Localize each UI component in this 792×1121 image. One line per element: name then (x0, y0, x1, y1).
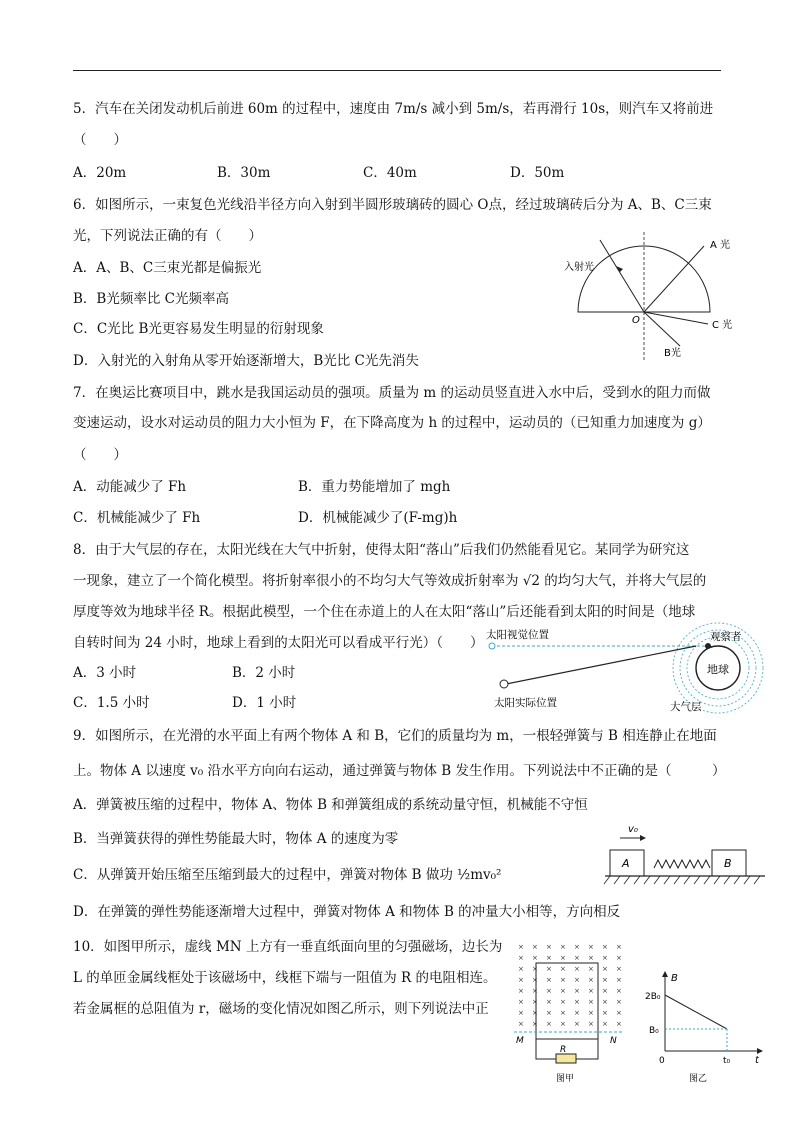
field-cross-mark: × (602, 943, 608, 951)
q10-figure-jia-caption: 图甲 (556, 1074, 575, 1084)
field-cross-mark: × (602, 954, 608, 962)
q9-block-a-label: A (622, 857, 630, 870)
field-cross-mark: × (532, 965, 538, 973)
q8-atmosphere-figure (478, 622, 778, 714)
q8-earth-label: 地球 (707, 663, 729, 676)
q7-blank: （ ） (73, 447, 127, 463)
field-cross-mark: × (546, 1020, 552, 1028)
q8-atmosphere-label: 大气层 (670, 701, 702, 713)
field-cross-mark: × (532, 976, 538, 984)
field-cross-mark: × (616, 987, 622, 995)
q5-option-b: B．30m (217, 165, 271, 181)
field-cross-mark: × (518, 1009, 524, 1017)
field-cross-mark: × (616, 943, 622, 951)
q10-b-axis-label: B (671, 973, 678, 984)
field-cross-mark: × (574, 1009, 580, 1017)
field-cross-mark: × (588, 954, 594, 962)
q6-a-light-label: A 光 (710, 240, 731, 251)
q6-option-c: C．C光比 B光更容易发生明显的衍射现象 (73, 321, 324, 337)
field-cross-mark: × (574, 965, 580, 973)
field-cross-mark: × (560, 1020, 566, 1028)
field-cross-mark: × (588, 965, 594, 973)
field-cross-mark: × (588, 976, 594, 984)
q8-option-b: B．2 小时 (232, 665, 296, 681)
q10-t-axis-label: t (755, 1055, 759, 1066)
q5-option-d: D．50m (510, 165, 565, 181)
q8-option-c: C．1.5 小时 (73, 695, 150, 711)
q10-stem-2: L 的单匝金属线框处于该磁场中，线框下端与一阻值为 R 的电阻相连。 (73, 970, 497, 986)
q6-glass-brick-figure (560, 228, 750, 363)
q9-option-a: A．弹簧被压缩的过程中，物体 A、物体 B 和弹簧组成的系统动量守恒，机械能不守恒 (73, 797, 588, 813)
q9-spring-figure (600, 820, 770, 890)
q10-origin-label: 0 (659, 1056, 665, 1066)
q8-stem-2: 一现象，建立了一个简化模型。将折射率很小的不均匀大气等效成折射率为 √2 的均匀大气，并将大气层的 (73, 573, 707, 589)
field-cross-mark: × (518, 965, 524, 973)
field-cross-mark: × (532, 1020, 538, 1028)
field-cross-mark: × (574, 987, 580, 995)
field-cross-mark: × (560, 1009, 566, 1017)
q6-stem-2: 光，下列说法正确的有（ ） (73, 228, 262, 244)
q6-option-a: A．A、B、C三束光都是偏振光 (73, 260, 262, 276)
field-cross-mark: × (574, 954, 580, 962)
field-cross-mark: × (518, 1020, 524, 1028)
q8-option-d: D．1 小时 (232, 695, 297, 711)
field-cross-mark: × (532, 998, 538, 1006)
field-cross-mark: × (588, 943, 594, 951)
field-cross-mark: × (574, 1020, 580, 1028)
q6-stem: 6．如图所示，一束复色光线沿半径方向入射到半圆形玻璃砖的圆心 O点，经过玻璃砖后分为 A、B、C三束 (73, 197, 712, 213)
q5-stem: 5．汽车在关闭发动机后前进 60m 的过程中，速度由 7m/s 减小到 5m/s，若再滑行 10s，则汽车又将前进 (73, 101, 714, 117)
field-cross-mark: × (560, 976, 566, 984)
q6-incident-label: 入射光 (564, 262, 594, 273)
field-cross-mark: × (532, 987, 538, 995)
q9-option-d: D．在弹簧的弹性势能逐渐增大过程中，弹簧对物体 A 和物体 B 的冲量大小相等，方向相反 (73, 904, 621, 920)
q7-option-c: C．机械能减少了 Fh (73, 510, 201, 526)
q6-o-label: O (632, 315, 640, 326)
q10-b0-label: B₀ (649, 1026, 659, 1036)
field-cross-mark: × (546, 998, 552, 1006)
field-cross-mark: × (616, 954, 622, 962)
field-cross-mark: × (616, 1020, 622, 1028)
q8-stem: 8．由于大气层的存在，太阳光线在大气中折射，使得太阳“落山”后我们仍然能看见它。某同学为研究这 (73, 542, 690, 558)
field-cross-mark: × (532, 1009, 538, 1017)
field-cross-mark: × (546, 1009, 552, 1017)
field-cross-mark: × (546, 965, 552, 973)
field-cross-mark: × (560, 965, 566, 973)
top-rule (73, 70, 721, 71)
field-cross-mark: × (588, 1020, 594, 1028)
field-cross-mark: × (602, 965, 608, 973)
field-cross-mark: × (602, 987, 608, 995)
field-cross-mark: × (616, 998, 622, 1006)
field-cross-mark: × (518, 998, 524, 1006)
q6-c-light-label: C 光 (712, 320, 733, 331)
q8-option-a: A．3 小时 (73, 665, 137, 681)
q7-option-b: B．重力势能增加了 mgh (298, 479, 451, 495)
q10-stem-3: 若金属框的总阻值为 r，磁场的变化情况如图乙所示，则下列说法中正 (73, 1001, 489, 1017)
q5-blank: （ ） (73, 132, 127, 148)
q8-stem-3: 厚度等效为地球半径 R。根据此模型，一个住在赤道上的人在太阳“落山”后还能看到太阳的时间是（地球 (73, 604, 696, 620)
field-cross-mark: × (616, 965, 622, 973)
q9-stem-2: 上。物体 A 以速度 v₀ 沿水平方向向右运动，通过弹簧与物体 B 发生作用。下列说法中不正确的是（ ） (73, 763, 726, 779)
field-cross-mark: × (588, 987, 594, 995)
q10-figure-jia (508, 935, 630, 1085)
q10-figure-yi-caption: 图乙 (689, 1074, 708, 1084)
field-cross-mark: × (574, 943, 580, 951)
field-cross-mark: × (560, 943, 566, 951)
q9-option-c: C．从弹簧开始压缩至压缩到最大的过程中，弹簧对物体 B 做功 ½mv₀² (73, 867, 502, 883)
field-cross-mark: × (616, 1009, 622, 1017)
q5-option-c: C．40m (363, 165, 417, 181)
field-cross-mark: × (532, 954, 538, 962)
field-cross-mark: × (588, 998, 594, 1006)
q10-figure-yi (645, 965, 765, 1085)
field-cross-mark: × (532, 943, 538, 951)
field-cross-mark: × (602, 1009, 608, 1017)
field-cross-mark: × (546, 976, 552, 984)
q10-m-label: M (516, 1036, 524, 1046)
q8-actual-position-label: 太阳实际位置 (494, 697, 557, 709)
q7-option-a: A．动能减少了 Fh (73, 479, 187, 495)
q7-option-d: D．机械能减少了(F-mg)h (298, 510, 458, 526)
q10-2b0-label: 2B₀ (645, 992, 661, 1002)
field-cross-mark: × (546, 987, 552, 995)
q8-observer-label: 观察者 (710, 631, 742, 643)
q6-b-light-label: B光 (664, 348, 681, 359)
q8-stem-4: 自转时间为 24 小时，地球上看到的太阳光可以看成平行光）（ ） (73, 635, 484, 651)
field-cross-mark: × (518, 954, 524, 962)
q7-stem-2: 变速运动，设水对运动员的阻力大小恒为 F，在下降高度为 h 的过程中，运动员的（已知重力加速度为 g） (73, 415, 711, 431)
field-cross-mark: × (588, 1009, 594, 1017)
field-cross-mark: × (574, 998, 580, 1006)
field-cross-mark: × (560, 954, 566, 962)
q7-stem: 7．在奥运比赛项目中，跳水是我国运动员的强项。质量为 m 的运动员竖直进入水中后，受到水的阻力而做 (73, 385, 711, 401)
q9-stem: 9．如图所示，在光滑的水平面上有两个物体 A 和 B，它们的质量均为 m，一根轻弹簧与 B 相连静止在地面 (73, 728, 717, 744)
field-cross-mark: × (518, 976, 524, 984)
q9-block-b-label: B (724, 857, 732, 870)
field-cross-mark: × (602, 998, 608, 1006)
field-cross-mark: × (574, 976, 580, 984)
field-cross-mark: × (546, 954, 552, 962)
q9-v0-label: v₀ (628, 824, 638, 835)
q6-option-d: D．入射光的入射角从零开始逐渐增大，B光比 C光先消失 (73, 353, 419, 369)
field-cross-mark: × (518, 943, 524, 951)
field-cross-mark: × (546, 943, 552, 951)
q10-t0-label: t₀ (723, 1056, 731, 1066)
q10-n-label: N (610, 1036, 617, 1046)
field-cross-mark: × (560, 987, 566, 995)
q5-option-a: A．20m (73, 165, 127, 181)
q10-resistor-label: R (560, 1045, 567, 1055)
field-cross-mark: × (602, 976, 608, 984)
field-cross-mark: × (602, 1020, 608, 1028)
q6-option-b: B．B光频率比 C光频率高 (73, 291, 229, 307)
q10-stem: 10．如图甲所示，虚线 MN 上方有一垂直纸面向里的匀强磁场，边长为 (73, 939, 503, 955)
field-cross-mark: × (518, 987, 524, 995)
field-cross-mark: × (616, 976, 622, 984)
q8-visual-position-label: 太阳视觉位置 (486, 629, 549, 641)
field-cross-mark: × (560, 998, 566, 1006)
q9-option-b: B．当弹簧获得的弹性势能最大时，物体 A 的速度为零 (73, 831, 399, 847)
